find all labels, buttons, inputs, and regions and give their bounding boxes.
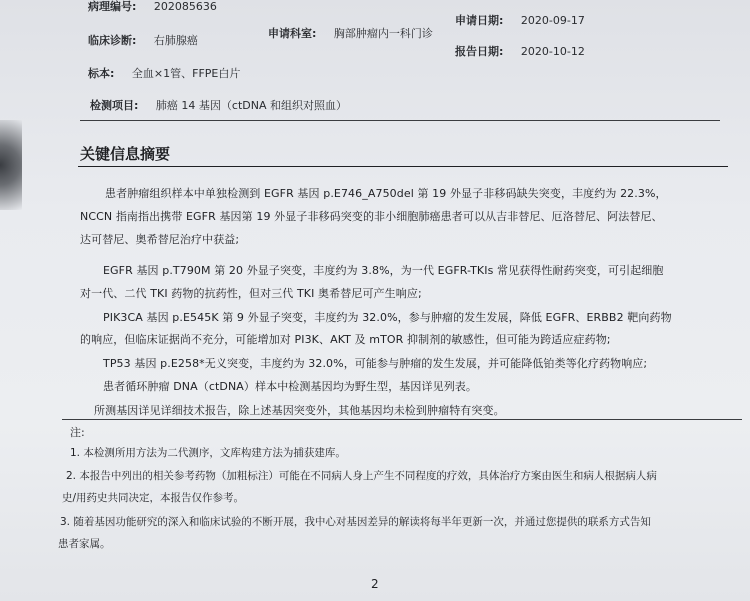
note-line: 患者家属。 — [58, 538, 111, 550]
summary-line: PIK3CA 基因 p.E545K 第 9 外显子突变，丰度约为 32.0%，参与肿瘤的发生发展，降低 EGFR、ERBB2 靶向药物 — [103, 311, 672, 324]
summary-line: 达可替尼、奥希替尼治疗中获益; — [80, 233, 240, 246]
test-item-value: 肺癌 14 基因（ctDNA 和组织对照血） — [155, 99, 347, 112]
report-date-field — [455, 43, 585, 59]
summary-line: TP53 基因 p.E258*无义突变，丰度约为 32.0%，可能参与肿瘤的发生发展，并可能降低铂类等化疗药物响应; — [103, 357, 648, 370]
header-divider — [80, 120, 720, 121]
apply-date-label: 申请日期: — [455, 14, 504, 27]
page-number: 2 — [371, 577, 379, 591]
report-date-value: 2020-10-12 — [520, 45, 585, 58]
summary-line: NCCN 指南指出携带 EGFR 基因第 19 外显子非移码突变的非小细胞肺癌患者可以从吉非替尼、厄洛替尼、阿法替尼、 — [80, 210, 663, 223]
case-number-field — [88, 0, 217, 14]
section-divider — [78, 166, 728, 167]
case-number-value: 202085636 — [153, 0, 217, 13]
note-line: 史/用药史共同决定，本报告仅作参考。 — [62, 492, 245, 504]
test-item-field — [90, 97, 347, 113]
notes-divider — [62, 419, 742, 420]
apply-date-value: 2020-09-17 — [520, 14, 585, 27]
summary-line: EGFR 基因 p.T790M 第 20 外显子突变，丰度约为 3.8%，为一代 EGFR-TKIs 常见获得性耐药突变，可引起细胞 — [103, 264, 664, 277]
note-line: 2. 本报告中列出的相关参考药物（加粗标注）可能在不同病人身上产生不同程度的疗效，具体治疗方案由医生和病人根据病人病 — [66, 470, 657, 482]
notes-title: 注: — [70, 426, 85, 439]
diagnosis-value: 右肺腺癌 — [153, 34, 198, 47]
page-shadow — [0, 120, 22, 210]
summary-line: 所测基因详见详细技术报告，除上述基因突变外，其他基因均未检到肿瘤特有突变。 — [94, 404, 505, 417]
summary-line: 患者循环肿瘤 DNA（ctDNA）样本中检测基因均为野生型，基因详见列表。 — [103, 380, 478, 393]
department-label: 申请科室: — [268, 27, 317, 40]
specimen-value: 全血×1管、FFPE白片 — [131, 67, 241, 80]
section-title: 关键信息摘要 — [80, 145, 171, 163]
summary-line: 的响应，但临床证据尚不充分，可能增加对 PI3K、AKT 及 mTOR 抑制剂的敏感性，但可能为跨适应症药物; — [80, 333, 611, 346]
report-date-label: 报告日期: — [455, 45, 504, 58]
department-field — [268, 25, 433, 41]
apply-date-field — [455, 12, 585, 28]
diagnosis-field — [88, 32, 198, 48]
specimen-label: 标本: — [88, 67, 115, 80]
summary-line: 患者肿瘤组织样本中单独检测到 EGFR 基因 p.E746_A750del 第 19 外显子非移码缺失突变，丰度约为 22.3%， — [105, 187, 667, 200]
note-line: 3. 随着基因功能研究的深入和临床试验的不断开展，我中心对基因差异的解读将每半年更新一次，并通过您提供的联系方式告知 — [60, 516, 651, 528]
test-item-label: 检测项目: — [90, 99, 139, 112]
department-value: 胸部肿瘤内一科门诊 — [333, 27, 433, 40]
specimen-field — [88, 65, 240, 81]
diagnosis-label: 临床诊断: — [88, 34, 137, 47]
note-line: 1. 本检测所用方法为二代测序，文库构建方法为捕获建库。 — [70, 447, 346, 459]
case-number-label: 病理编号: — [88, 0, 137, 13]
summary-line: 对一代、二代 TKI 药物的抗药性，但对三代 TKI 奥希替尼可产生响应; — [80, 287, 422, 300]
